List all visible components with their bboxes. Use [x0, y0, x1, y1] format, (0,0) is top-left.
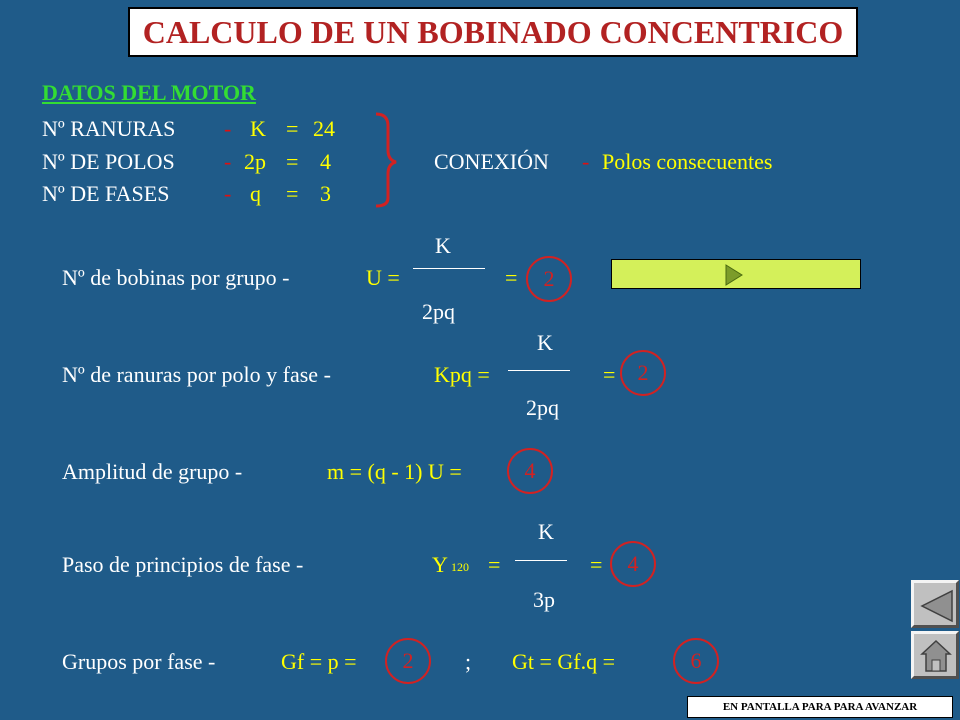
polos-symbol: 2p [244, 149, 266, 174]
f4-denominator: 3p [533, 587, 555, 612]
f1-numerator: K [435, 233, 451, 258]
fases-value: 3 [320, 181, 331, 206]
f2-denominator: 2pq [526, 395, 559, 420]
f5-gt-result-circle: 6 [673, 638, 719, 684]
back-button[interactable] [911, 580, 959, 628]
f5-label: Grupos por fase - [62, 649, 216, 674]
f4-label: Paso de principios de fase - [62, 552, 304, 577]
page-title: CALCULO DE UN BOBINADO CONCENTRICO [128, 7, 858, 57]
f1-equals: = [505, 265, 518, 290]
f1-fraction-bar [413, 268, 485, 269]
f3-lhs: m = (q - 1) U = [327, 459, 462, 484]
fases-equals: = [286, 181, 299, 206]
f2-numerator: K [537, 330, 553, 355]
motor-data-heading: DATOS DEL MOTOR [42, 80, 256, 105]
ranuras-label: Nº RANURAS [42, 116, 176, 141]
play-animation-button[interactable] [611, 259, 861, 289]
ranuras-equals: = [286, 116, 299, 141]
fases-dash: - [224, 181, 232, 206]
conexion-value: Polos consecuentes [602, 149, 773, 174]
f5-gt: Gt = Gf.q = [512, 649, 616, 674]
f4-lhs-equals: = [488, 552, 501, 577]
polos-value: 4 [320, 149, 331, 174]
ranuras-row [42, 116, 175, 142]
f2-fraction-bar [508, 370, 570, 371]
polos-equals: = [286, 149, 299, 174]
advance-instruction[interactable]: EN PANTALLA PARA PARA AVANZAR [687, 696, 953, 718]
f1-lhs: U = [366, 265, 400, 290]
f4-equals: = [590, 552, 603, 577]
back-triangle-icon [918, 589, 954, 623]
polos-label: Nº DE POLOS [42, 149, 175, 174]
f2-equals: = [603, 362, 616, 387]
ranuras-value: 24 [313, 116, 335, 141]
fases-symbol: q [250, 181, 261, 206]
home-button[interactable] [911, 631, 959, 679]
play-icon [724, 264, 744, 286]
f1-label: Nº de bobinas por grupo - [62, 265, 290, 290]
curly-brace-icon [370, 110, 410, 210]
f4-lhs-main: Y [432, 552, 448, 577]
f3-label: Amplitud de grupo - [62, 459, 243, 484]
f4-result-circle: 4 [610, 541, 656, 587]
fases-label: Nº DE FASES [42, 181, 170, 206]
f5-gf: Gf = p = [281, 649, 357, 674]
home-icon [919, 638, 953, 674]
f4-numerator: K [538, 519, 554, 544]
f4-lhs-subscript: 120 [451, 560, 469, 574]
conexion-dash: - [582, 149, 590, 174]
polos-dash: - [224, 149, 232, 174]
conexion-label: CONEXIÓN [434, 149, 549, 174]
f2-lhs: Kpq = [434, 362, 490, 387]
f4-fraction-bar [515, 560, 567, 561]
ranuras-dash: - [224, 116, 232, 141]
f1-result-circle: 2 [526, 256, 572, 302]
f2-result-circle: 2 [620, 350, 666, 396]
ranuras-symbol: K [250, 116, 266, 141]
f5-gf-result-circle: 2 [385, 638, 431, 684]
f1-denominator: 2pq [422, 299, 455, 324]
f2-label: Nº de ranuras por polo y fase - [62, 362, 331, 387]
f3-result-circle: 4 [507, 448, 553, 494]
f5-separator: ; [465, 649, 472, 674]
